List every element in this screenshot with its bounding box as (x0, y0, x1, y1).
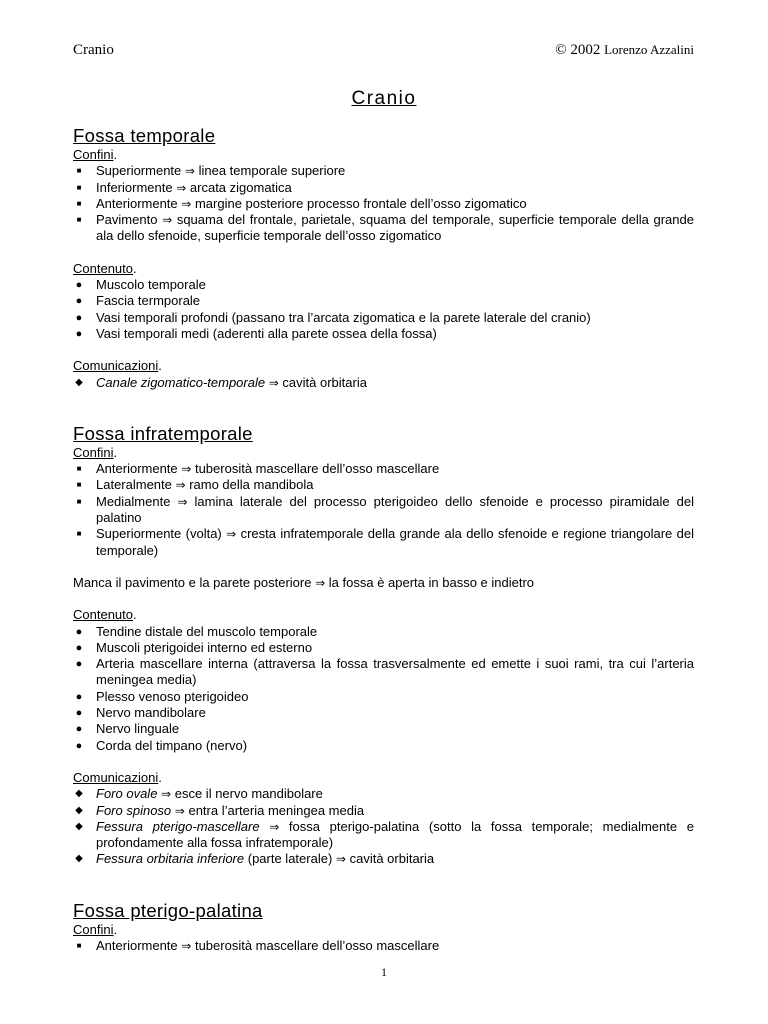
page-number: 1 (381, 965, 387, 979)
arrow-icon: ⇒ (315, 575, 326, 590)
list-item: ◆ Foro ovale ⇒ esce il nervo mandibolare (73, 786, 694, 802)
square-bullet-icon: ■ (76, 496, 82, 506)
round-bullet-icon: ● (75, 690, 83, 703)
arrow-icon: ⇒ (176, 180, 187, 195)
arrow-icon: ⇒ (177, 494, 188, 509)
section-title: Fossa pterigo-palatina (73, 899, 263, 921)
square-bullet-icon: ■ (76, 182, 82, 192)
diamond-bullet-icon: ◆ (75, 788, 83, 800)
arrow-icon: ⇒ (174, 803, 185, 818)
list-item: ■ Superiormente ⇒ linea temporale superiore (73, 163, 694, 179)
square-bullet-icon: ■ (76, 198, 82, 208)
round-bullet-icon: ● (75, 739, 83, 752)
comunicazioni-list (73, 786, 694, 867)
list-item: ◆ Foro spinoso ⇒ entra l’arteria meningea media (73, 803, 694, 819)
round-bullet-icon: ● (75, 625, 83, 638)
diamond-bullet-icon: ◆ (75, 820, 83, 832)
round-bullet-icon: ● (75, 707, 83, 720)
note-paragraph: Manca il pavimento e la parete posteriore ⇒ la fossa è aperta in basso e indietro (73, 574, 535, 590)
list-item: ■ Anteriormente ⇒ tuberosità mascellare dell’osso mascellare (73, 938, 694, 954)
section-title: Fossa infratemporale (73, 422, 253, 444)
list-item: ● Vasi temporali profondi (passano tra l’arcata zigomatica e la parete laterale del cranio) (73, 310, 694, 326)
list-item: ● Muscoli pterigoidei interno ed esterno (73, 640, 694, 656)
comunicazioni-list (73, 375, 694, 391)
list-item: ● Nervo mandibolare (73, 705, 694, 721)
list-item: ■ Pavimento ⇒ squama del frontale, parietale, squama del temporale, superficie temporale della grande ala dello sfenoide, superficie temporale dell’osso zigomatico (73, 212, 694, 245)
arrow-icon: ⇒ (184, 164, 195, 179)
arrow-icon: ⇒ (269, 819, 280, 834)
comunicazioni-heading: Comunicazioni. (73, 358, 162, 374)
diamond-bullet-icon: ◆ (75, 804, 83, 816)
page-title: Cranio (351, 88, 417, 109)
arrow-icon: ⇒ (335, 852, 346, 867)
list-item: ● Tendine distale del muscolo temporale (73, 624, 694, 640)
confini-list (73, 163, 694, 244)
arrow-icon: ⇒ (181, 462, 192, 477)
arrow-icon: ⇒ (161, 787, 172, 802)
list-item: ■ Medialmente ⇒ lamina laterale del processo pterigoideo dello sfenoide e processo piramidale del palatino (73, 494, 694, 527)
list-item: ◆ Fessura orbitaria inferiore (parte laterale) ⇒ cavità orbitaria (73, 851, 694, 867)
list-item: ■ Superiormente (volta) ⇒ cresta infratemporale della grande ala dello sfenoide e regione triangolare del temporale) (73, 526, 694, 559)
diamond-bullet-icon: ◆ (75, 376, 83, 388)
running-header-left: Cranio (73, 42, 114, 58)
comunicazioni-heading: Comunicazioni. (73, 769, 162, 785)
round-bullet-icon: ● (75, 641, 83, 654)
arrow-icon: ⇒ (181, 196, 192, 211)
confini-heading: Confini. (73, 147, 118, 162)
arrow-icon: ⇒ (175, 478, 186, 493)
arrow-icon: ⇒ (226, 527, 237, 542)
confini-list (73, 938, 694, 954)
list-item: ● Fascia termporale (73, 293, 694, 309)
round-bullet-icon: ● (75, 311, 83, 324)
list-item: ◆ Canale zigomatico-temporale ⇒ cavità orbitaria (73, 375, 694, 391)
arrow-icon: ⇒ (181, 938, 192, 953)
copyright: © 2002 (555, 42, 601, 58)
list-item: ■ Anteriormente ⇒ margine posteriore processo frontale dell’osso zigomatico (73, 196, 694, 212)
confini-heading: Confini. (73, 444, 118, 460)
confini-heading: Confini. (73, 921, 118, 937)
square-bullet-icon: ■ (76, 464, 82, 474)
list-item: ■ Inferiormente ⇒ arcata zigomatica (73, 180, 694, 196)
author: Lorenzo Azzalini (604, 42, 694, 57)
contenuto-heading: Contenuto. (73, 607, 137, 623)
contenuto-list (73, 277, 694, 342)
list-item: ● Corda del timpano (nervo) (73, 738, 694, 754)
arrow-icon: ⇒ (162, 213, 173, 228)
running-header-right (555, 42, 694, 59)
list-item: ● Plesso venoso pterigoideo (73, 689, 694, 705)
square-bullet-icon: ■ (76, 940, 82, 950)
section-title: Fossa temporale (73, 125, 216, 146)
round-bullet-icon: ● (75, 327, 83, 340)
list-item: ● Nervo linguale (73, 721, 694, 737)
content (73, 125, 694, 954)
contenuto-heading: Contenuto. (73, 260, 137, 276)
round-bullet-icon: ● (75, 658, 83, 671)
list-item: ● Arteria mascellare interna (attraversa la fossa trasversalmente ed emette i suoi rami, tra cui l’arteria meningea media) (73, 656, 694, 689)
square-bullet-icon: ■ (76, 215, 82, 225)
arrow-icon: ⇒ (268, 375, 279, 390)
contenuto-list (73, 624, 694, 754)
list-item: ● Muscolo temporale (73, 277, 694, 293)
list-item: ◆ Fessura pterigo-mascellare ⇒ fossa pterigo-palatina (sotto la fossa temporale; medialmente e profondamente alla fossa infratemporale) (73, 819, 694, 852)
list-item: ● Vasi temporali medi (aderenti alla parete ossea della fossa) (73, 326, 694, 342)
round-bullet-icon: ● (75, 723, 83, 736)
square-bullet-icon: ■ (76, 529, 82, 539)
confini-list (73, 461, 694, 559)
square-bullet-icon: ■ (76, 480, 82, 490)
square-bullet-icon: ■ (76, 166, 82, 176)
list-item: ■ Lateralmente ⇒ ramo della mandibola (73, 477, 694, 493)
round-bullet-icon: ● (75, 279, 83, 292)
diamond-bullet-icon: ◆ (75, 853, 83, 865)
list-item: ■ Anteriormente ⇒ tuberosità mascellare dell’osso mascellare (73, 461, 694, 477)
round-bullet-icon: ● (75, 295, 83, 308)
